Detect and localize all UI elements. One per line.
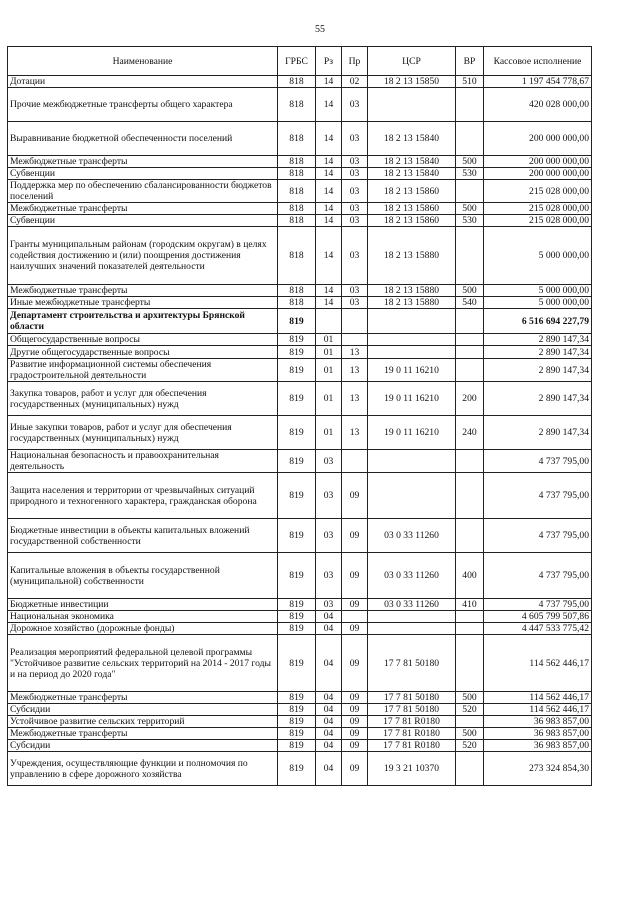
cell-pr: 09 — [342, 635, 368, 692]
cell-grbs: 818 — [278, 122, 316, 156]
table-row — [8, 203, 592, 215]
cell-rz: 03 — [316, 553, 342, 599]
cell-rz: 01 — [316, 382, 342, 416]
cell-name: Дорожное хозяйство (дорожные фонды) — [8, 623, 278, 635]
table-row — [8, 180, 592, 203]
cell-grbs: 818 — [278, 156, 316, 168]
cell-rz: 14 — [316, 168, 342, 180]
cell-pr: 09 — [342, 716, 368, 728]
table-body — [8, 76, 592, 786]
table-row — [8, 704, 592, 716]
cell-amount: 2 890 147,34 — [484, 382, 592, 416]
cell-amount: 36 983 857,00 — [484, 740, 592, 752]
cell-amount: 4 605 799 507,86 — [484, 611, 592, 623]
cell-grbs: 818 — [278, 180, 316, 203]
cell-pr: 03 — [342, 168, 368, 180]
header-pr: Пр — [342, 47, 368, 76]
cell-name: Дотации — [8, 76, 278, 88]
cell-amount: 215 028 000,00 — [484, 180, 592, 203]
cell-grbs: 819 — [278, 716, 316, 728]
cell-name: Иные закупки товаров, работ и услуг для обеспечения государственных (муниципальных) нужд — [8, 416, 278, 450]
cell-csr: 19 0 11 16210 — [368, 416, 456, 450]
cell-grbs: 819 — [278, 309, 316, 334]
cell-pr: 03 — [342, 156, 368, 168]
cell-amount: 420 028 000,00 — [484, 88, 592, 122]
table-row — [8, 285, 592, 297]
cell-rz: 01 — [316, 346, 342, 359]
cell-pr: 03 — [342, 285, 368, 297]
table-row — [8, 473, 592, 519]
cell-grbs: 818 — [278, 227, 316, 285]
table-row — [8, 740, 592, 752]
table-row — [8, 309, 592, 334]
table-row — [8, 227, 592, 285]
table-row — [8, 215, 592, 227]
table-row — [8, 692, 592, 704]
cell-vr — [456, 752, 484, 786]
cell-vr: 540 — [456, 297, 484, 309]
cell-name: Межбюджетные трансферты — [8, 692, 278, 704]
cell-pr — [342, 309, 368, 334]
cell-name: Субсидии — [8, 740, 278, 752]
cell-name: Субвенции — [8, 168, 278, 180]
cell-rz: 14 — [316, 297, 342, 309]
cell-pr: 09 — [342, 752, 368, 786]
cell-csr: 18 2 13 15850 — [368, 76, 456, 88]
cell-grbs: 818 — [278, 76, 316, 88]
page-number: 55 — [315, 24, 325, 35]
cell-grbs: 819 — [278, 553, 316, 599]
cell-amount: 114 562 446,17 — [484, 692, 592, 704]
table-row — [8, 635, 592, 692]
cell-name: Развитие информационной системы обеспечения градостроительной деятельности — [8, 359, 278, 382]
cell-csr: 18 2 13 15860 — [368, 180, 456, 203]
cell-grbs: 819 — [278, 334, 316, 346]
cell-pr: 09 — [342, 728, 368, 740]
cell-grbs: 819 — [278, 473, 316, 519]
cell-amount: 273 324 854,30 — [484, 752, 592, 786]
table-row — [8, 416, 592, 450]
cell-vr: 400 — [456, 553, 484, 599]
cell-vr: 500 — [456, 285, 484, 297]
cell-grbs: 818 — [278, 88, 316, 122]
cell-name: Выравнивание бюджетной обеспеченности поселений — [8, 122, 278, 156]
cell-grbs: 819 — [278, 416, 316, 450]
cell-amount: 114 562 446,17 — [484, 635, 592, 692]
cell-rz: 14 — [316, 285, 342, 297]
cell-rz: 14 — [316, 156, 342, 168]
cell-csr — [368, 450, 456, 473]
cell-pr: 09 — [342, 599, 368, 611]
cell-csr — [368, 346, 456, 359]
cell-vr: 500 — [456, 156, 484, 168]
cell-rz: 14 — [316, 203, 342, 215]
cell-rz: 04 — [316, 740, 342, 752]
cell-csr: 18 2 13 15840 — [368, 122, 456, 156]
cell-csr: 18 2 13 15880 — [368, 285, 456, 297]
cell-name: Прочие межбюджетные трансферты общего характера — [8, 88, 278, 122]
cell-amount: 2 890 147,34 — [484, 416, 592, 450]
cell-rz: 04 — [316, 716, 342, 728]
cell-name: Межбюджетные трансферты — [8, 728, 278, 740]
cell-csr: 17 7 81 50180 — [368, 635, 456, 692]
cell-csr: 03 0 33 11260 — [368, 553, 456, 599]
cell-vr — [456, 309, 484, 334]
cell-grbs: 819 — [278, 692, 316, 704]
cell-amount: 5 000 000,00 — [484, 297, 592, 309]
header-csr: ЦСР — [368, 47, 456, 76]
cell-amount: 215 028 000,00 — [484, 215, 592, 227]
cell-grbs: 819 — [278, 623, 316, 635]
table-row — [8, 382, 592, 416]
cell-amount: 2 890 147,34 — [484, 346, 592, 359]
cell-vr — [456, 716, 484, 728]
cell-grbs: 819 — [278, 519, 316, 553]
table-row — [8, 156, 592, 168]
cell-csr: 19 0 11 16210 — [368, 359, 456, 382]
cell-csr: 19 0 11 16210 — [368, 382, 456, 416]
cell-amount: 200 000 000,00 — [484, 168, 592, 180]
cell-name: Межбюджетные трансферты — [8, 156, 278, 168]
cell-grbs: 819 — [278, 728, 316, 740]
cell-rz: 01 — [316, 359, 342, 382]
cell-pr: 02 — [342, 76, 368, 88]
cell-rz: 01 — [316, 334, 342, 346]
cell-name: Межбюджетные трансферты — [8, 203, 278, 215]
cell-vr — [456, 450, 484, 473]
cell-name: Иные межбюджетные трансферты — [8, 297, 278, 309]
cell-pr: 13 — [342, 382, 368, 416]
cell-name: Реализация мероприятий федеральной целевой программы "Устойчивое развитие сельских территорий на 2014 - 2017 годы и на период до 2020 года" — [8, 635, 278, 692]
cell-csr: 18 2 13 15860 — [368, 215, 456, 227]
cell-vr: 200 — [456, 382, 484, 416]
cell-pr: 09 — [342, 623, 368, 635]
cell-pr: 03 — [342, 122, 368, 156]
cell-csr — [368, 309, 456, 334]
cell-pr: 13 — [342, 359, 368, 382]
cell-name: Бюджетные инвестиции — [8, 599, 278, 611]
cell-vr — [456, 635, 484, 692]
cell-name: Субвенции — [8, 215, 278, 227]
cell-rz: 14 — [316, 122, 342, 156]
table-row — [8, 346, 592, 359]
cell-vr — [456, 334, 484, 346]
cell-rz: 03 — [316, 473, 342, 519]
cell-pr: 09 — [342, 519, 368, 553]
cell-csr — [368, 334, 456, 346]
cell-rz: 03 — [316, 599, 342, 611]
cell-pr: 03 — [342, 227, 368, 285]
cell-name: Учреждения, осуществляющие функции и полномочия по управлению в сфере дорожного хозяйства — [8, 752, 278, 786]
table-row — [8, 450, 592, 473]
cell-vr — [456, 611, 484, 623]
cell-csr: 03 0 33 11260 — [368, 519, 456, 553]
cell-vr: 530 — [456, 168, 484, 180]
cell-name: Бюджетные инвестиции в объекты капитальных вложений государственной собственности — [8, 519, 278, 553]
cell-csr: 17 7 81 R0180 — [368, 740, 456, 752]
cell-pr — [342, 334, 368, 346]
table-header-row — [8, 47, 592, 76]
table-row — [8, 88, 592, 122]
table-row — [8, 611, 592, 623]
cell-vr: 530 — [456, 215, 484, 227]
cell-amount: 200 000 000,00 — [484, 156, 592, 168]
cell-csr: 17 7 81 50180 — [368, 692, 456, 704]
cell-amount: 215 028 000,00 — [484, 203, 592, 215]
cell-rz: 14 — [316, 76, 342, 88]
cell-csr: 18 2 13 15880 — [368, 227, 456, 285]
cell-rz: 04 — [316, 704, 342, 716]
cell-amount: 1 197 454 778,67 — [484, 76, 592, 88]
table-row — [8, 297, 592, 309]
cell-csr: 18 2 13 15840 — [368, 156, 456, 168]
table-row — [8, 752, 592, 786]
cell-name: Национальная безопасность и правоохранительная деятельность — [8, 450, 278, 473]
header-vr: ВР — [456, 47, 484, 76]
cell-rz: 04 — [316, 728, 342, 740]
header-grbs: ГРБС — [278, 47, 316, 76]
cell-csr: 17 7 81 50180 — [368, 704, 456, 716]
table-row — [8, 359, 592, 382]
cell-amount: 6 516 694 227,79 — [484, 309, 592, 334]
cell-grbs: 819 — [278, 611, 316, 623]
cell-vr — [456, 473, 484, 519]
cell-pr: 13 — [342, 416, 368, 450]
cell-vr: 510 — [456, 76, 484, 88]
cell-name: Департамент строительства и архитектуры Брянской области — [8, 309, 278, 334]
cell-amount: 36 983 857,00 — [484, 716, 592, 728]
cell-rz: 03 — [316, 519, 342, 553]
cell-name: Гранты муниципальным районам (городским округам) в целях содействия достижению и (или) поощрения достижения наилучших значений показателей деятельности — [8, 227, 278, 285]
table-row — [8, 334, 592, 346]
cell-amount: 2 890 147,34 — [484, 359, 592, 382]
cell-grbs: 819 — [278, 752, 316, 786]
cell-amount: 200 000 000,00 — [484, 122, 592, 156]
cell-grbs: 819 — [278, 740, 316, 752]
cell-grbs: 819 — [278, 359, 316, 382]
cell-amount: 36 983 857,00 — [484, 728, 592, 740]
table-row — [8, 599, 592, 611]
cell-csr — [368, 473, 456, 519]
cell-amount: 4 447 533 775,42 — [484, 623, 592, 635]
header-name: Наименование — [8, 47, 278, 76]
cell-rz: 14 — [316, 215, 342, 227]
header-rz: Рз — [316, 47, 342, 76]
cell-amount: 4 737 795,00 — [484, 450, 592, 473]
cell-pr: 03 — [342, 203, 368, 215]
cell-vr: 500 — [456, 728, 484, 740]
cell-csr: 18 2 13 15860 — [368, 203, 456, 215]
cell-amount: 4 737 795,00 — [484, 519, 592, 553]
cell-vr: 520 — [456, 740, 484, 752]
cell-name: Защита населения и территории от чрезвычайных ситуаций природного и техногенного характера, гражданская оборона — [8, 473, 278, 519]
cell-vr: 500 — [456, 203, 484, 215]
cell-pr: 13 — [342, 346, 368, 359]
cell-rz: 01 — [316, 416, 342, 450]
cell-name: Устойчивое развитие сельских территорий — [8, 716, 278, 728]
cell-vr — [456, 180, 484, 203]
cell-rz: 04 — [316, 635, 342, 692]
cell-name: Капитальные вложения в объекты государственной (муниципальной) собственности — [8, 553, 278, 599]
table-row — [8, 716, 592, 728]
cell-grbs: 819 — [278, 599, 316, 611]
cell-grbs: 819 — [278, 635, 316, 692]
cell-grbs: 818 — [278, 168, 316, 180]
cell-name: Межбюджетные трансферты — [8, 285, 278, 297]
cell-pr: 09 — [342, 740, 368, 752]
cell-pr — [342, 450, 368, 473]
cell-csr — [368, 88, 456, 122]
cell-vr — [456, 519, 484, 553]
cell-vr: 500 — [456, 692, 484, 704]
cell-pr: 03 — [342, 180, 368, 203]
cell-amount: 4 737 795,00 — [484, 553, 592, 599]
cell-csr: 19 3 21 10370 — [368, 752, 456, 786]
cell-rz: 04 — [316, 623, 342, 635]
cell-name: Субсидии — [8, 704, 278, 716]
cell-amount: 5 000 000,00 — [484, 227, 592, 285]
cell-amount: 4 737 795,00 — [484, 473, 592, 519]
table-row — [8, 728, 592, 740]
cell-rz: 14 — [316, 227, 342, 285]
cell-grbs: 818 — [278, 285, 316, 297]
cell-vr — [456, 346, 484, 359]
table-row — [8, 168, 592, 180]
cell-pr: 03 — [342, 297, 368, 309]
cell-csr: 17 7 81 R0180 — [368, 728, 456, 740]
cell-vr — [456, 122, 484, 156]
budget-execution-table — [7, 46, 592, 786]
cell-vr: 520 — [456, 704, 484, 716]
cell-csr: 18 2 13 15840 — [368, 168, 456, 180]
cell-grbs: 818 — [278, 297, 316, 309]
cell-rz: 03 — [316, 450, 342, 473]
cell-grbs: 819 — [278, 704, 316, 716]
cell-pr: 09 — [342, 553, 368, 599]
cell-grbs: 818 — [278, 203, 316, 215]
cell-pr: 09 — [342, 473, 368, 519]
cell-rz: 14 — [316, 180, 342, 203]
cell-grbs: 819 — [278, 382, 316, 416]
cell-name: Другие общегосударственные вопросы — [8, 346, 278, 359]
cell-pr: 03 — [342, 215, 368, 227]
cell-amount: 5 000 000,00 — [484, 285, 592, 297]
cell-name: Национальная экономика — [8, 611, 278, 623]
table-row — [8, 553, 592, 599]
cell-rz: 14 — [316, 88, 342, 122]
cell-vr — [456, 359, 484, 382]
cell-name: Общегосударственные вопросы — [8, 334, 278, 346]
cell-grbs: 819 — [278, 450, 316, 473]
cell-vr — [456, 227, 484, 285]
table-row — [8, 122, 592, 156]
cell-vr — [456, 623, 484, 635]
cell-vr: 240 — [456, 416, 484, 450]
cell-rz — [316, 309, 342, 334]
cell-grbs: 818 — [278, 215, 316, 227]
cell-name: Закупка товаров, работ и услуг для обеспечения государственных (муниципальных) нужд — [8, 382, 278, 416]
table-row — [8, 76, 592, 88]
cell-csr: 03 0 33 11260 — [368, 599, 456, 611]
cell-vr — [456, 88, 484, 122]
cell-csr — [368, 611, 456, 623]
cell-grbs: 819 — [278, 346, 316, 359]
table-row — [8, 623, 592, 635]
cell-amount: 4 737 795,00 — [484, 599, 592, 611]
cell-amount: 2 890 147,34 — [484, 334, 592, 346]
table-row — [8, 519, 592, 553]
header-amount: Кассовое исполнение — [484, 47, 592, 76]
cell-name: Поддержка мер по обеспечению сбалансированности бюджетов поселений — [8, 180, 278, 203]
cell-rz: 04 — [316, 611, 342, 623]
cell-csr: 18 2 13 15880 — [368, 297, 456, 309]
cell-pr: 09 — [342, 704, 368, 716]
cell-pr — [342, 611, 368, 623]
cell-csr — [368, 623, 456, 635]
cell-rz: 04 — [316, 692, 342, 704]
cell-csr: 17 7 81 R0180 — [368, 716, 456, 728]
cell-vr: 410 — [456, 599, 484, 611]
cell-pr: 09 — [342, 692, 368, 704]
cell-pr: 03 — [342, 88, 368, 122]
cell-rz: 04 — [316, 752, 342, 786]
cell-amount: 114 562 446,17 — [484, 704, 592, 716]
